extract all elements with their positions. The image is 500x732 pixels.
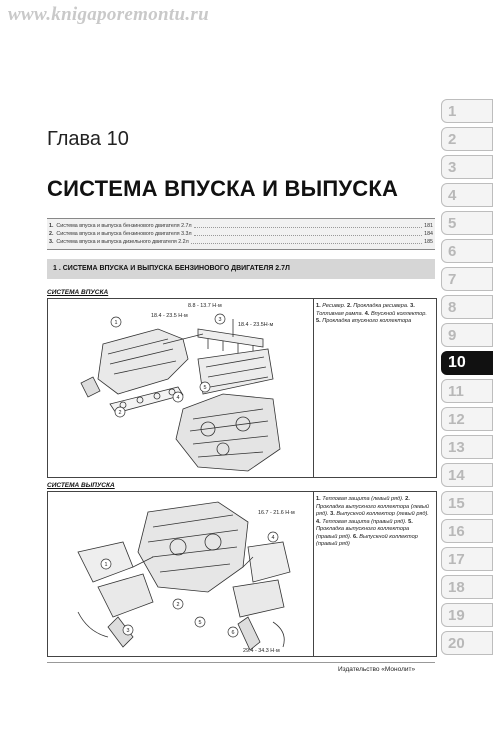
intake-legend: 1. Ресивер. 2. Прокладка ресивера. 3. Топливная рампа. 4. Впускной коллектор. 5. Прокладка впускного коллектора	[316, 303, 427, 324]
exhaust-heading: СИСТЕМА ВЫПУСКА	[47, 482, 115, 489]
callout-1: 1	[104, 562, 108, 568]
torque-label: 16.7 - 21.6 Н·м	[258, 510, 295, 516]
site-watermark: www.knigaporemontu.ru	[8, 4, 209, 25]
callout-3: 3	[218, 317, 222, 323]
callout-2: 2	[176, 602, 180, 608]
chapter-tab-12[interactable]: 12	[441, 407, 493, 431]
publisher-credit: Издательство «Монолит»	[338, 666, 416, 673]
section-header	[47, 259, 435, 279]
exhaust-engine-drawing	[48, 492, 313, 656]
chapter-tab-2[interactable]: 2	[441, 127, 493, 151]
table-of-contents	[47, 218, 435, 250]
toc-row[interactable]: 3. Система впуска и выпуска дизельного двигателя 2.2л 185	[49, 239, 433, 245]
chapter-tab-5[interactable]: 5	[441, 211, 493, 235]
torque-label: 29.4 - 34.3 Н·м	[243, 648, 280, 654]
page-bottom-edge	[0, 722, 500, 732]
callout-1: 1	[114, 320, 118, 326]
callout-4: 4	[271, 535, 275, 541]
exhaust-figure	[47, 491, 437, 657]
callout-2: 2	[118, 410, 122, 416]
chapter-tab-17[interactable]: 17	[441, 547, 493, 571]
chapter-tab-11[interactable]: 11	[441, 379, 493, 403]
chapter-tab-14[interactable]: 14	[441, 463, 493, 487]
callout-5: 5	[203, 385, 207, 391]
exhaust-illustration	[48, 492, 314, 656]
chapter-tab-6[interactable]: 6	[441, 239, 493, 263]
footer-rule	[47, 662, 435, 663]
chapter-tab-10-active[interactable]: 10	[441, 351, 493, 375]
chapter-tab-3[interactable]: 3	[441, 155, 493, 179]
callout-5: 5	[198, 620, 202, 626]
intake-engine-drawing	[48, 299, 313, 477]
callout-3: 3	[126, 628, 130, 634]
callout-4: 4	[176, 395, 180, 401]
exhaust-legend: 1. Тепловая защита (левый ряд). 2. Прокладка выпускного коллектора (левый ряд). 3. Выпускной коллектор (левый ряд). 4. Тепловая защита (правый ряд). 5. Прокладка выпускного коллектора (правый ряд). 6. Выпускной коллектор (правый ряд)	[316, 496, 429, 547]
chapter-tab-8[interactable]: 8	[441, 295, 493, 319]
chapter-label: Глава 10	[47, 128, 129, 150]
dot-leader	[194, 222, 423, 228]
chapter-tab-1[interactable]: 1	[441, 99, 493, 123]
torque-label: 18.4 - 23.5 Н·м	[151, 313, 188, 319]
toc-row[interactable]: 2. Система впуска и выпуска бензинового двигателя 3.3л 184	[49, 231, 433, 237]
chapter-tab-13[interactable]: 13	[441, 435, 493, 459]
chapter-tab-18[interactable]: 18	[441, 575, 493, 599]
section-title: 1 . СИСТЕМА ВПУСКА И ВЫПУСКА БЕНЗИНОВОГО ДВИГАТЕЛЯ 2.7Л	[53, 265, 290, 272]
chapter-tab-4[interactable]: 4	[441, 183, 493, 207]
intake-illustration	[48, 299, 314, 477]
callout-6: 6	[231, 630, 235, 636]
toc-row[interactable]: 1. Система впуска и выпуска бензинового двигателя 2.7л 181	[49, 223, 433, 229]
chapter-tab-20[interactable]: 20	[441, 631, 493, 655]
dot-leader	[194, 230, 423, 236]
chapter-tabs	[441, 99, 493, 659]
chapter-tab-9[interactable]: 9	[441, 323, 493, 347]
chapter-tab-7[interactable]: 7	[441, 267, 493, 291]
intake-figure	[47, 298, 437, 478]
torque-label: 18.4 - 23.5Н·м	[238, 322, 274, 328]
chapter-tab-15[interactable]: 15	[441, 491, 493, 515]
torque-label: 8.8 - 13.7 Н·м	[188, 303, 222, 309]
chapter-tab-19[interactable]: 19	[441, 603, 493, 627]
intake-heading: СИСТЕМА ВПУСКА	[47, 289, 109, 296]
chapter-tab-16[interactable]: 16	[441, 519, 493, 543]
dot-leader	[191, 238, 422, 244]
chapter-title: СИСТЕМА ВПУСКА И ВЫПУСКА	[47, 176, 399, 201]
